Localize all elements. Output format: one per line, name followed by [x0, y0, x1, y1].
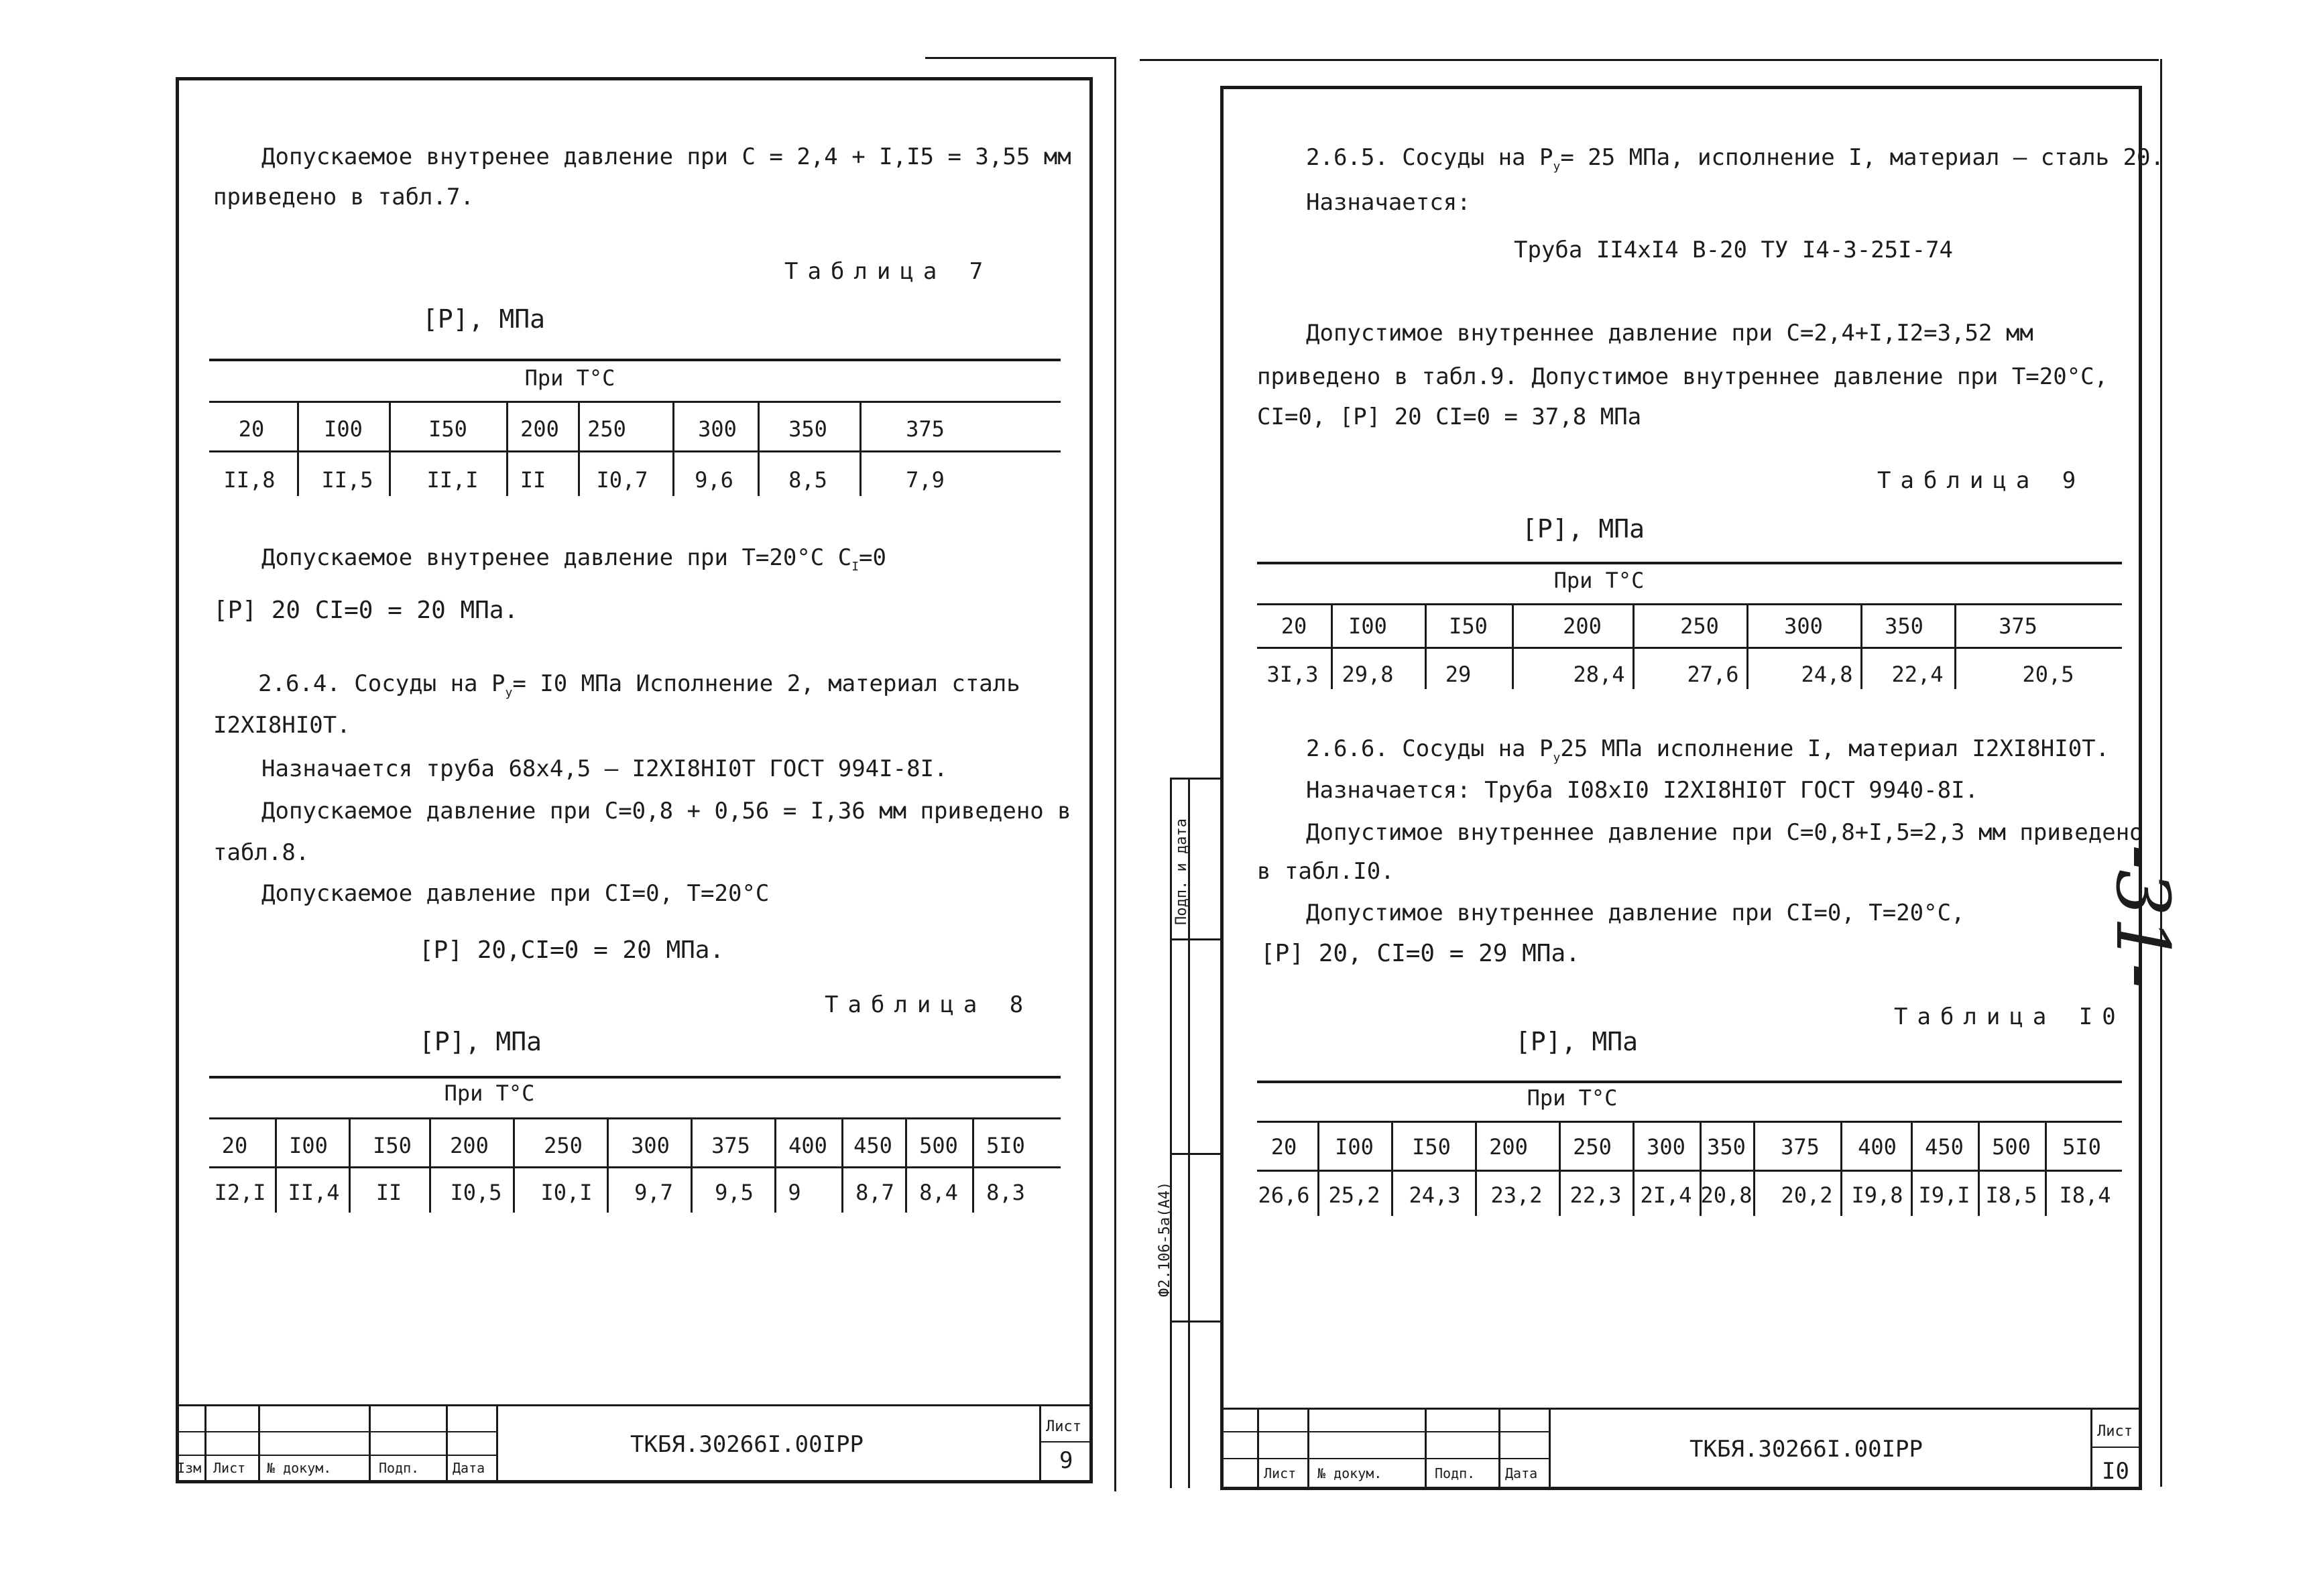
page-number: -31- [2100, 845, 2186, 989]
table9-value: 24,8 [1801, 662, 1853, 687]
table9-temp: I50 [1449, 613, 1488, 639]
table10-value: 23,2 [1490, 1182, 1543, 1208]
table9-unit: [P], МПа [1522, 514, 1645, 544]
table10-value: I8,5 [1985, 1182, 2037, 1208]
table8-value: 9 [788, 1180, 801, 1205]
tb-label-list: Лист [1264, 1465, 1297, 1481]
table7-temp: I00 [324, 416, 363, 442]
table10-value: 20,8 [1700, 1182, 1753, 1208]
section-2-6-6-line5: Допустимое внутреннее давление при СI=0, Т=20°С, [1306, 900, 1965, 926]
table8-temp: I00 [289, 1133, 328, 1158]
left-sheet-label: Лист [1046, 1418, 1081, 1435]
table9-temp: 300 [1784, 613, 1823, 639]
table8-value: II [375, 1180, 402, 1205]
tb-label-date: Дата [453, 1460, 485, 1476]
section-2-6-6-line4: в табл.I0. [1257, 858, 1395, 885]
table8-value: I0,I [540, 1180, 593, 1205]
para-allowable-pressure-2: Допускаемое внутренее давление при Т=20°С $С_I=0$ [261, 544, 886, 574]
table9-header: При Т°С [1553, 568, 1645, 593]
table10-temp: 500 [1992, 1134, 2031, 1160]
section-2-6-4-line5: табл.8. [213, 839, 310, 866]
table8-temp: 5I0 [986, 1133, 1025, 1158]
table7-temp: 375 [906, 416, 945, 442]
tb-label-list: Лист [213, 1460, 246, 1476]
table7-value: 9,6 [695, 467, 733, 493]
table8-temp: 300 [631, 1133, 670, 1158]
formula-right-2: [P] 20, CI=0 = 29 МПа. [1260, 940, 1580, 967]
table9-value: 27,6 [1687, 662, 1739, 687]
table7-temp: I50 [428, 416, 467, 442]
table8-caption: Таблица 8 [825, 991, 1033, 1018]
left-binding-top [925, 57, 1114, 59]
table10-temp: 5I0 [2062, 1134, 2101, 1160]
table8-value: 9,5 [715, 1180, 754, 1205]
table9-value: 29 [1445, 662, 1472, 687]
table9-value: 29,8 [1342, 662, 1394, 687]
table8-value: 8,7 [855, 1180, 894, 1205]
table7-temp: 350 [788, 416, 827, 442]
para-allowable-pressure-1: Допускаемое внутренее давление при С = 2,4 + I,I5 = 3,55 мм [261, 143, 1071, 170]
table9-caption: Таблица 9 [1877, 467, 2086, 494]
table8-temp: 400 [788, 1133, 827, 1158]
table10-value: 22,3 [1569, 1182, 1622, 1208]
table9-value: 20,5 [2022, 662, 2074, 687]
table10-caption: Таблица I0 [1894, 1003, 2125, 1030]
left-document-code: ТКБЯ.30266I.00IPP [630, 1431, 864, 1458]
tb-label-doc: № докум. [267, 1460, 332, 1476]
table8-value: II,4 [288, 1180, 340, 1205]
table9-temp: 375 [1999, 613, 2037, 639]
table9-value: 28,4 [1573, 662, 1625, 687]
table7-value: 7,9 [906, 467, 945, 493]
table10-temp: 250 [1573, 1134, 1612, 1160]
form-code: Ф2.106-5а(А4) [1156, 1181, 1173, 1297]
table7-value: II,5 [321, 467, 373, 493]
table8-temp: I50 [373, 1133, 412, 1158]
table9-temp: 250 [1680, 613, 1719, 639]
section-2-6-6-line1: 2.6.6. Сосуды на $Р_у25$ МПа исполнение I, материал I2XI8HI0T. [1306, 735, 2110, 765]
table10-temp: 300 [1647, 1134, 1685, 1160]
section-2-6-5-line4: приведено в табл.9. Допустимое внутреннее давление при Т=20°С, [1257, 363, 2109, 390]
left-binding-line [1114, 57, 1116, 1491]
section-2-6-5-line5: СI=0, [P] 20 CI=0 = 37,8 МПа [1257, 404, 1642, 430]
table8-value: 8,4 [919, 1180, 958, 1205]
table7-value: I0,7 [596, 467, 648, 493]
table7-temp: 250 [587, 416, 626, 442]
section-2-6-4-line6: Допускаемое давление при СI=0, Т=20°С [261, 880, 770, 907]
table7-temp: 20 [238, 416, 265, 442]
table10-value: 26,6 [1258, 1182, 1310, 1208]
tb-label-doc: № докум. [1317, 1465, 1382, 1481]
table8-temp: 20 [221, 1133, 248, 1158]
table10-temp: 200 [1489, 1134, 1528, 1160]
table7-value: 8,5 [788, 467, 827, 493]
section-2-6-6-line2: Назначается: Труба I08хI0 I2XI8HI0T ГОСТ 9940-8I. [1306, 777, 1979, 804]
section-2-6-5-line1: 2.6.5. Сосуды на $Р_у= 25$ МПа, исполнение I, материал – сталь 20. [1306, 144, 2164, 174]
table10-unit: [P], МПа [1515, 1027, 1639, 1056]
right-sheet-number: I0 [2102, 1458, 2129, 1485]
table8-temp: 450 [853, 1133, 892, 1158]
table7-caption: Таблица 7 [784, 258, 993, 285]
stamp-label: Подп. и дата [1173, 818, 1190, 925]
section-2-6-6-line3: Допустимое внутреннее давление при С=0,8+I,5=2,3 мм приведено [1306, 819, 2143, 846]
tb-label-izm: Ізм [177, 1460, 202, 1476]
table9-temp: 200 [1563, 613, 1602, 639]
table10-value: I8,4 [2059, 1182, 2111, 1208]
tb-label-sign: Подп. [379, 1460, 420, 1476]
tb-label-date: Дата [1505, 1465, 1538, 1481]
table9-temp: 20 [1281, 613, 1307, 639]
table8-value: I0,5 [450, 1180, 502, 1205]
table8-temp: 500 [919, 1133, 958, 1158]
table7-value: II,8 [223, 467, 276, 493]
table10-value: 25,2 [1328, 1182, 1380, 1208]
section-2-6-5-pipe: Труба II4хI4 В-20 ТУ I4-3-25I-74 [1514, 237, 1954, 263]
section-2-6-4-line1: 2.6.4. Сосуды на $Р_у= I0$ МПа Исполнение 2, материал сталь [258, 670, 1020, 700]
table8-value: 8,3 [986, 1180, 1025, 1205]
section-2-6-5-line2: Назначается: [1306, 189, 1471, 216]
table8-header: При Т°С [444, 1081, 535, 1106]
table10-temp: 350 [1707, 1134, 1746, 1160]
left-sheet-number: 9 [1059, 1447, 1073, 1474]
section-2-6-4-line2: I2XI8HI0T. [213, 712, 351, 739]
table7-unit: [P], МПа [422, 304, 546, 334]
table10-temp: I50 [1412, 1134, 1451, 1160]
table8-temp: 200 [450, 1133, 489, 1158]
table7-temp: 200 [520, 416, 559, 442]
table8-value: 9,7 [634, 1180, 673, 1205]
table8-unit: [P], МПа [419, 1027, 542, 1056]
table7-header: При Т°С [524, 365, 615, 391]
table7-value: II [520, 467, 546, 493]
para-allowable-pressure-1b: приведено в табл.7. [213, 184, 474, 210]
tb-label-sign: Подп. [1435, 1465, 1476, 1481]
table10-temp: I00 [1335, 1134, 1374, 1160]
formula-left-2: [P] 20,CI=0 = 20 МПа. [419, 936, 725, 964]
table9-temp: I00 [1348, 613, 1387, 639]
table10-value: I9,I [1918, 1182, 1970, 1208]
table7-temp: 300 [698, 416, 737, 442]
table9-value: 3I,3 [1266, 662, 1319, 687]
section-2-6-4-line4: Допускаемое давление при С=0,8 + 0,56 = I,36 мм приведено в [261, 798, 1071, 824]
formula-left-1: [P] 20 CI=0 = 20 МПа. [213, 597, 519, 624]
right-binding-top [1140, 59, 2159, 61]
table8-value: I2,I [214, 1180, 266, 1205]
section-2-6-5-line3: Допустимое внутреннее давление при С=2,4+I,I2=3,52 мм [1306, 320, 2033, 347]
table10-value: 24,3 [1409, 1182, 1461, 1208]
table8-temp: 375 [711, 1133, 750, 1158]
table7-value: II,I [426, 467, 479, 493]
table10-value: 20,2 [1781, 1182, 1833, 1208]
right-document-code: ТКБЯ.30266I.00IPP [1689, 1436, 1923, 1463]
table10-temp: 450 [1925, 1134, 1964, 1160]
right-binding-line [2160, 59, 2162, 1487]
table10-value: 2I,4 [1640, 1182, 1692, 1208]
table10-temp: 375 [1781, 1134, 1820, 1160]
table8-temp: 250 [544, 1133, 583, 1158]
table10-temp: 400 [1858, 1134, 1897, 1160]
right-sheet-label: Лист [2097, 1423, 2133, 1440]
table10-temp: 20 [1270, 1134, 1297, 1160]
section-2-6-4-line3: Назначается труба 68х4,5 – I2XI8HI0T ГОСТ 994I-8I. [261, 755, 948, 782]
table9-value: 22,4 [1891, 662, 1944, 687]
table9-temp: 350 [1885, 613, 1923, 639]
table10-header: При Т°С [1527, 1085, 1618, 1111]
table10-value: I9,8 [1851, 1182, 1903, 1208]
